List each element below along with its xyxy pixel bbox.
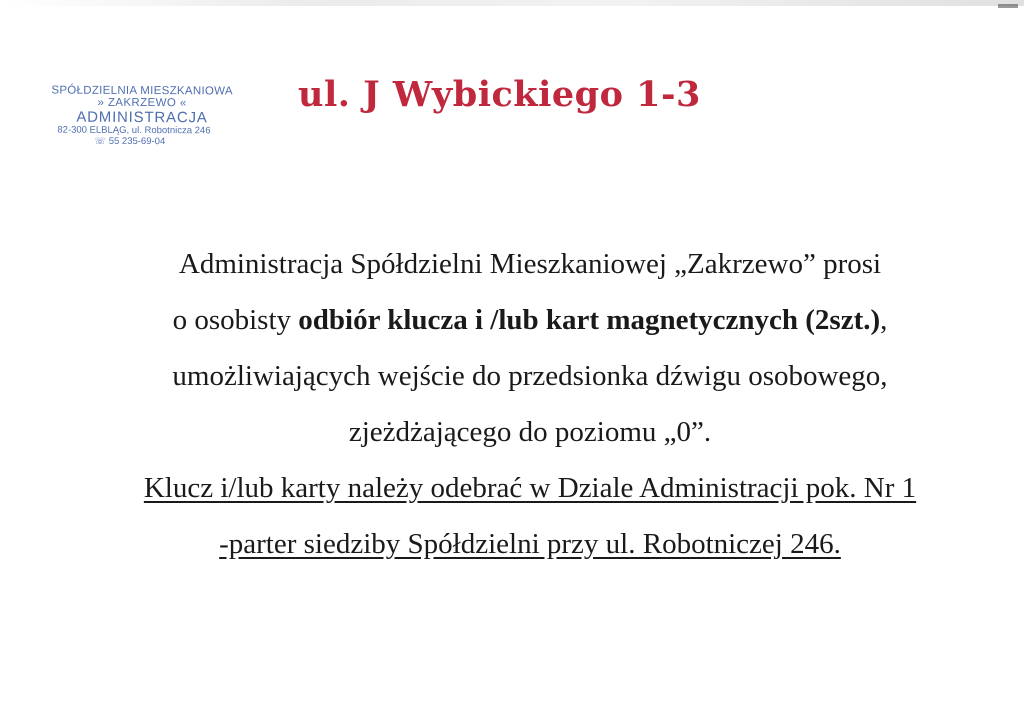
- administration-stamp: [46, 85, 238, 146]
- notice-line-6: -parter siedziby Spółdzielni przy ul. Robotniczej 246.: [219, 528, 841, 560]
- stamp-department: ADMINISTRACJA: [76, 108, 208, 127]
- stamp-phone-number: 55 235-69-04: [108, 135, 166, 147]
- scan-corner-artifact: [998, 4, 1018, 8]
- notice-line-1: Administracja Spółdzielni Mieszkaniowej „Zakrzewo” prosi: [178, 248, 882, 280]
- notice-line-5: Klucz i/lub karty należy odebrać w Dziale Administracji pok. Nr 1: [143, 472, 917, 504]
- notice-line-2-suffix: ,: [880, 304, 888, 336]
- stamp-cooperative-label: » ZAKRZEWO «: [97, 96, 187, 109]
- notice-line-4: zjeżdżającego do poziomu „0”.: [348, 416, 712, 448]
- notice-line-2-bold: odbiór klucza i /lub kart magnetycznych (2szt.): [298, 304, 881, 336]
- scan-edge-artifact: [0, 0, 1024, 6]
- address-title: ul. J Wybickiego 1-3: [298, 74, 701, 115]
- notice-body: [40, 236, 1020, 572]
- stamp-phone-row: [22, 136, 238, 147]
- notice-line-2: [40, 292, 1020, 348]
- notice-line-3: umożliwiających wejście do przedsionka dźwigu osobowego,: [172, 360, 888, 392]
- stamp-address: 82-300 ELBLĄG, ul. Robotnicza 246: [57, 124, 211, 137]
- stamp-cooperative-name: SPÓŁDZIELNIA MIESZKANIOWA: [51, 84, 233, 98]
- notice-line-2-prefix: o osobisty: [172, 304, 299, 336]
- telephone-icon: ☏: [94, 135, 106, 146]
